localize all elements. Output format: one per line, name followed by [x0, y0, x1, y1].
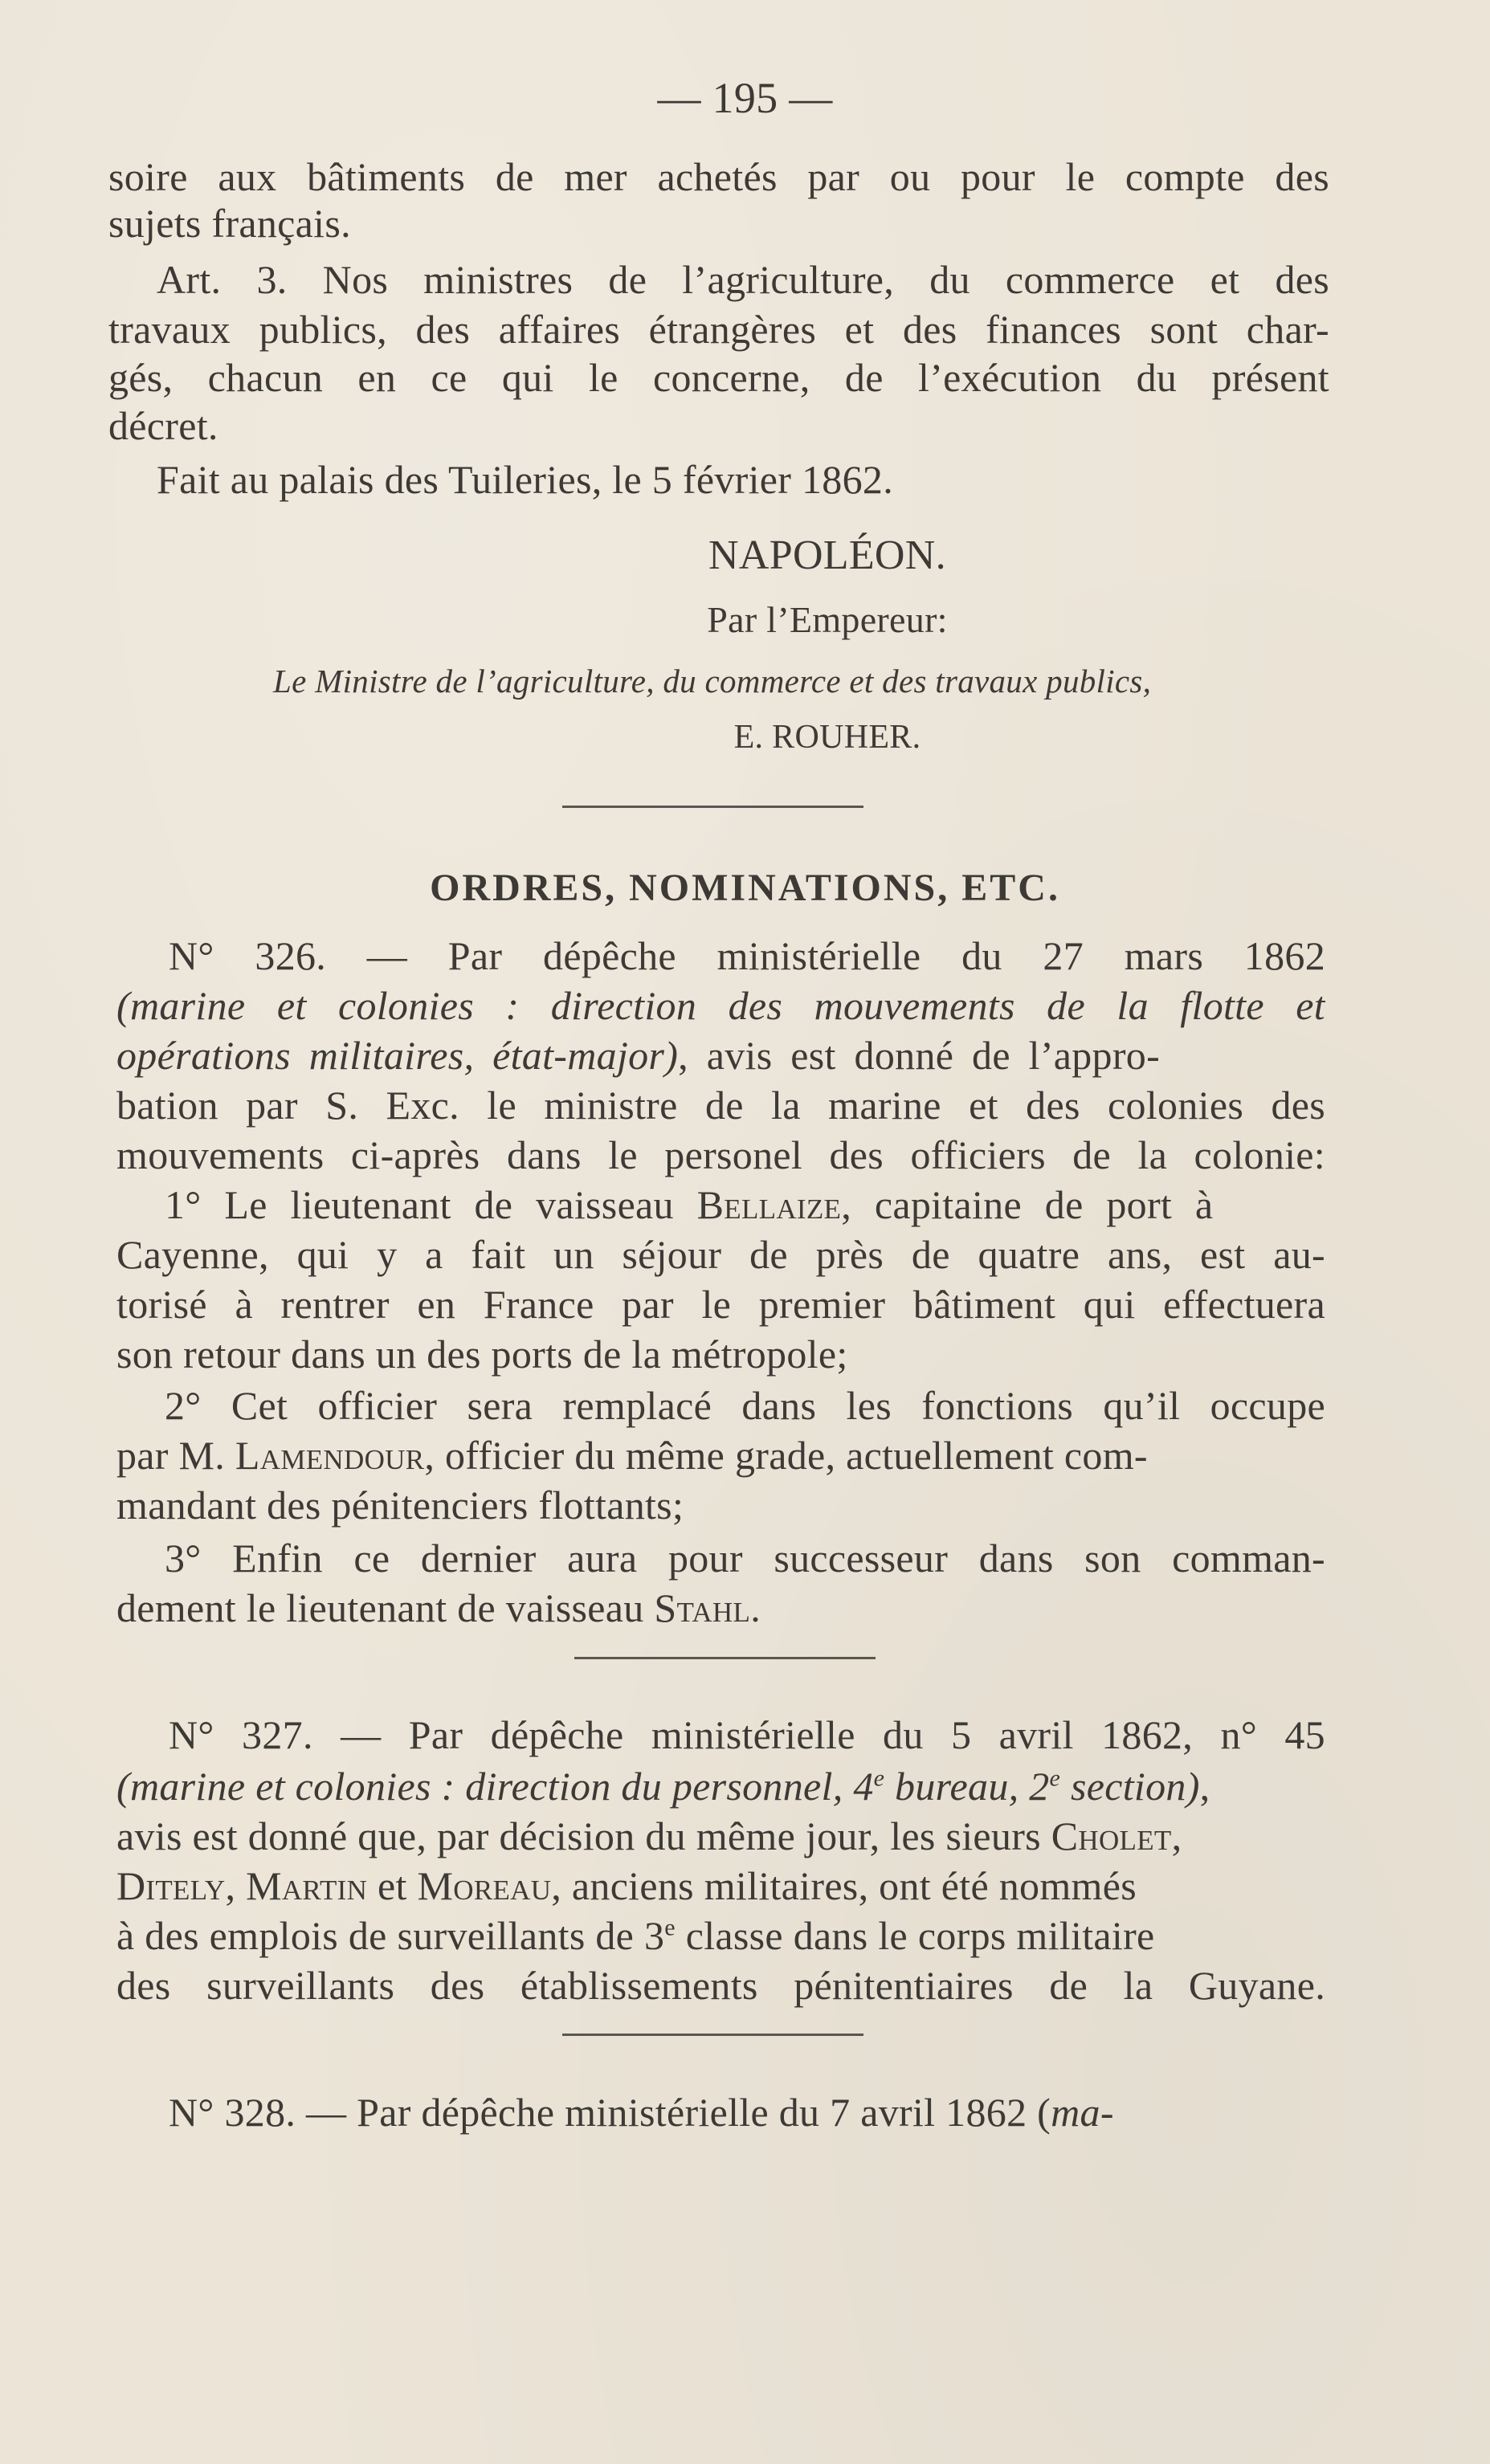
n327-name-ditely: Ditely	[116, 1863, 226, 1908]
n327-line-5-a: à des emplois de surveillants de 3	[116, 1913, 665, 1958]
minister-name: E. ROUHER.	[733, 719, 921, 756]
n326-line-5: mouvements ci-après dans le personel des officiers de la colonie:	[116, 1132, 1325, 1177]
n327-direction-1: (marine et colonies : direction du personnel, 4	[116, 1764, 874, 1809]
n327-line-3	[116, 1812, 1182, 1860]
n326-item-3-suffix: .	[750, 1585, 761, 1630]
n326-line-11	[116, 1431, 1148, 1479]
n326-item-2-prefix: par M.	[116, 1433, 235, 1478]
n326-line-3-rest: , avis est donné de l’appro-	[678, 1033, 1161, 1078]
divider-2	[574, 1657, 876, 1659]
n327-line-6: des surveillants des établissements pénitentiaires de la Guyane.	[116, 1963, 1325, 2008]
n327-line-4-rest: , anciens militaires, ont été nommés	[551, 1863, 1137, 1908]
page-number: — 195 —	[657, 74, 833, 122]
n326-line-3	[116, 1031, 1160, 1079]
n327-line-5	[116, 1911, 1155, 1960]
n326-line-9: son retour dans un des ports de la métropole;	[116, 1332, 848, 1377]
signature-par: Par l’Empereur:	[707, 599, 948, 640]
n328-italic: ma-	[1051, 2090, 1114, 2135]
n326-line-8: torisé à rentrer en France par le premier bâtiment qui effectuera	[116, 1282, 1325, 1327]
n327-name-moreau: Moreau	[417, 1863, 552, 1908]
n326-item-2-suffix: , officier du même grade, actuellement com-	[424, 1433, 1148, 1478]
n326-line-7: Cayenne, qui y a fait un séjour de près de quatre ans, est au-	[116, 1232, 1325, 1277]
n326-line-14	[116, 1584, 761, 1632]
divider-1	[562, 806, 863, 808]
n327-comma: ,	[1199, 1764, 1210, 1809]
decree-line-3: Art. 3. Nos ministres de l’agriculture, du commerce et des	[157, 257, 1329, 302]
n327-name-cholet: Cholet	[1051, 1813, 1172, 1858]
n327-sep-2: et	[367, 1863, 418, 1908]
n326-item-1-suffix: , capitaine de port à	[841, 1182, 1214, 1227]
decree-line-2: sujets français.	[108, 201, 351, 246]
n327-sep-1: ,	[225, 1863, 247, 1908]
n326-line-13: 3° Enfin ce dernier aura pour successeur dans son comman-	[165, 1536, 1325, 1581]
decree-line-4: travaux publics, des affaires étrangères et des finances sont char-	[108, 307, 1329, 352]
n328-line-1	[169, 2088, 1114, 2136]
n326-line-4: bation par S. Exc. le ministre de la marine et des colonies des	[116, 1083, 1325, 1128]
n327-line-3-comma: ,	[1171, 1813, 1182, 1858]
n327-direction-2: bureau, 2	[884, 1764, 1050, 1809]
n326-name-stahl: Stahl	[654, 1585, 751, 1630]
n327-sup-3: e	[664, 1914, 676, 1941]
n326-line-6	[165, 1181, 1213, 1229]
decree-line-6: décret.	[108, 403, 218, 448]
n326-line-10: 2° Cet officier sera remplacé dans les fonctions qu’il occupe	[165, 1383, 1325, 1428]
n327-direction-3: section)	[1060, 1764, 1200, 1809]
n328-text: N° 328. — Par dépêche ministérielle du 7 avril 1862 (	[169, 2090, 1051, 2135]
n326-item-1-prefix: 1° Le lieutenant de vaisseau	[165, 1182, 697, 1227]
decree-line-5: gés, chacun en ce qui le concerne, de l’exécution du présent	[108, 355, 1329, 400]
n326-line-2: (marine et colonies : direction des mouvements de la flotte et	[116, 983, 1325, 1028]
section-title: ORDRES, NOMINATIONS, ETC.	[430, 867, 1060, 909]
n327-sup-1: e	[873, 1764, 885, 1792]
n326-name-bellaize: Bellaize	[696, 1182, 842, 1227]
n327-line-5-c: classe dans le corps militaire	[675, 1913, 1155, 1958]
decree-signing-place: Fait au palais des Tuileries, le 5 février 1862.	[157, 457, 894, 502]
n326-item-3-prefix: dement le lieutenant de vaisseau	[116, 1585, 655, 1630]
n327-line-1: N° 327. — Par dépêche ministérielle du 5 avril 1862, n° 45	[169, 1712, 1325, 1757]
n327-sup-2: e	[1049, 1764, 1061, 1792]
n327-line-2	[116, 1762, 1210, 1810]
n326-line-1: N° 326. — Par dépêche ministérielle du 27 mars 1862	[169, 933, 1325, 978]
divider-3	[562, 2034, 863, 2036]
n326-line-12: mandant des pénitenciers flottants;	[116, 1483, 684, 1528]
n327-line-4	[116, 1862, 1137, 1910]
n326-name-lamendour: Lamendour	[235, 1433, 425, 1478]
n327-line-3-text: avis est donné que, par décision du même jour, les sieurs	[116, 1813, 1051, 1858]
n327-name-martin: Martin	[246, 1863, 368, 1908]
n326-direction: opérations militaires, état-major)	[116, 1033, 679, 1078]
decree-line-1: soire aux bâtiments de mer achetés par ou pour le compte des	[108, 154, 1329, 199]
minister-title: Le Ministre de l’agriculture, du commerce et des travaux publics,	[273, 663, 1152, 700]
signature-name: NAPOLÉON.	[708, 532, 946, 578]
